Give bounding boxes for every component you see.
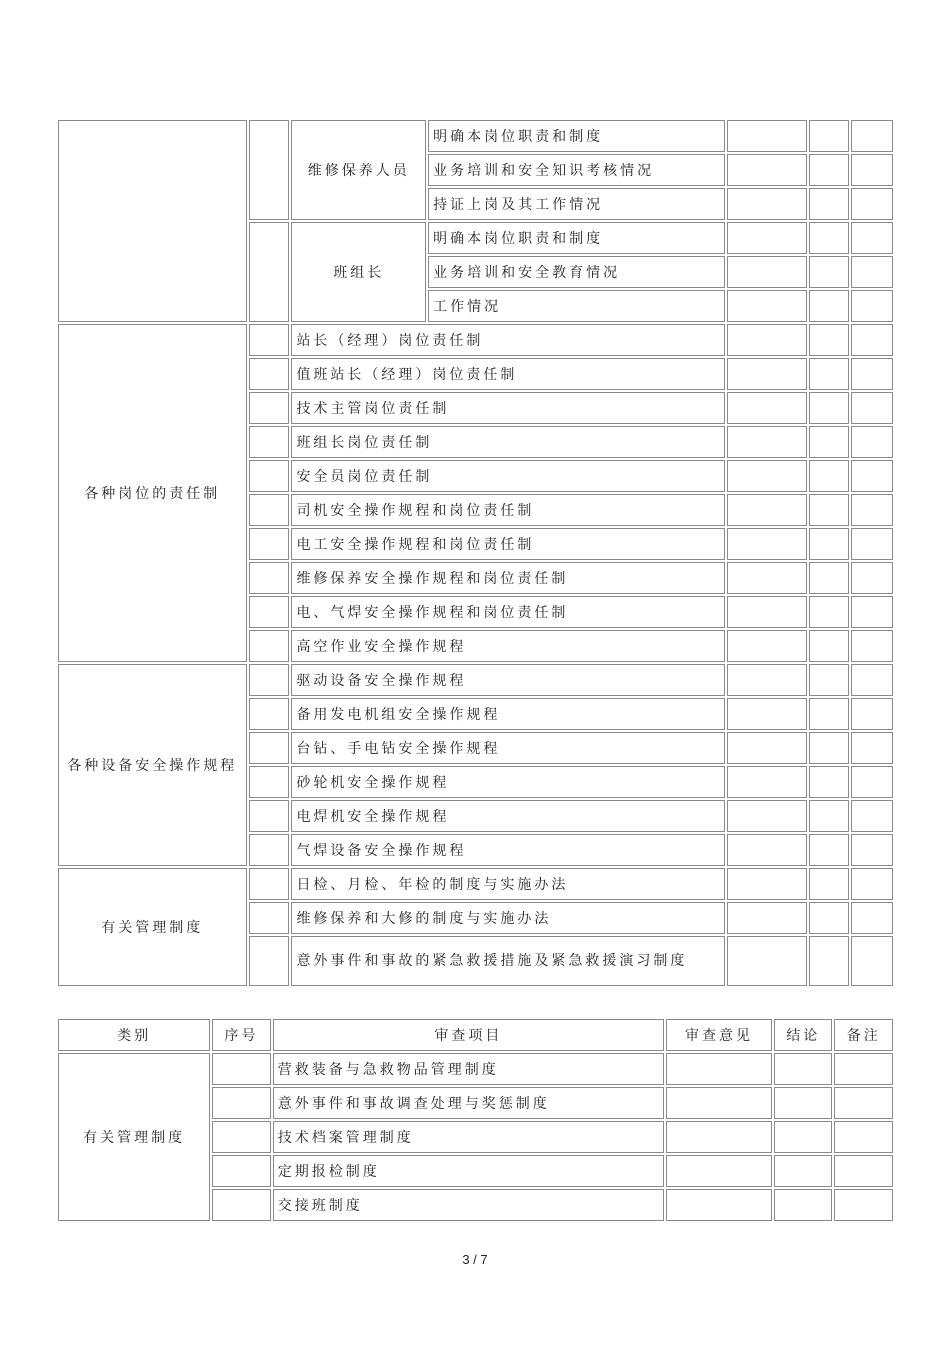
conclusion-cell[interactable] xyxy=(809,120,849,152)
remark-cell[interactable] xyxy=(851,358,893,390)
item-cell: 明确本岗位职责和制度 xyxy=(428,120,725,152)
item-cell: 气焊设备安全操作规程 xyxy=(291,834,725,866)
remark-cell[interactable] xyxy=(851,902,893,934)
item-cell: 值班站长（经理）岗位责任制 xyxy=(291,358,725,390)
opinion-cell[interactable] xyxy=(666,1155,772,1187)
seq-cell xyxy=(212,1189,270,1221)
opinion-cell[interactable] xyxy=(727,562,807,594)
remark-cell[interactable] xyxy=(851,460,893,492)
seq-cell xyxy=(249,834,290,866)
table-row xyxy=(58,664,893,696)
conclusion-cell[interactable] xyxy=(809,834,849,866)
conclusion-cell[interactable] xyxy=(774,1189,832,1221)
remark-cell[interactable] xyxy=(851,494,893,526)
seq-cell xyxy=(249,936,290,986)
remark-cell[interactable] xyxy=(851,256,893,288)
conclusion-cell[interactable] xyxy=(809,392,849,424)
remark-cell[interactable] xyxy=(834,1155,893,1187)
item-cell: 交接班制度 xyxy=(273,1189,664,1221)
header-remark: 备注 xyxy=(834,1019,893,1051)
remark-cell[interactable] xyxy=(834,1121,893,1153)
seq-cell xyxy=(249,630,290,662)
category-cell xyxy=(58,120,247,322)
conclusion-cell[interactable] xyxy=(809,188,849,220)
category-cell: 各种岗位的责任制 xyxy=(58,324,247,662)
remark-cell[interactable] xyxy=(834,1087,893,1119)
remark-cell[interactable] xyxy=(851,936,893,986)
role-cell: 维修保养人员 xyxy=(291,120,426,220)
remark-cell[interactable] xyxy=(851,766,893,798)
opinion-cell[interactable] xyxy=(727,936,807,986)
seq-cell xyxy=(249,528,290,560)
opinion-cell[interactable] xyxy=(727,256,807,288)
opinion-cell[interactable] xyxy=(666,1189,772,1221)
remark-cell[interactable] xyxy=(851,324,893,356)
conclusion-cell[interactable] xyxy=(809,426,849,458)
opinion-cell[interactable] xyxy=(727,800,807,832)
item-cell: 营救装备与急救物品管理制度 xyxy=(273,1053,664,1085)
item-cell: 工作情况 xyxy=(428,290,725,322)
remark-cell[interactable] xyxy=(851,800,893,832)
review-table xyxy=(56,1017,895,1223)
remark-cell[interactable] xyxy=(851,562,893,594)
seq-cell xyxy=(249,902,290,934)
conclusion-cell[interactable] xyxy=(809,290,849,322)
seq-cell xyxy=(249,222,290,322)
opinion-cell[interactable] xyxy=(727,324,807,356)
conclusion-cell[interactable] xyxy=(809,324,849,356)
opinion-cell[interactable] xyxy=(727,630,807,662)
opinion-cell[interactable] xyxy=(727,290,807,322)
header-row xyxy=(58,1019,893,1051)
item-cell: 业务培训和安全教育情况 xyxy=(428,256,725,288)
item-cell: 电工安全操作规程和岗位责任制 xyxy=(291,528,725,560)
opinion-cell[interactable] xyxy=(727,120,807,152)
conclusion-cell[interactable] xyxy=(809,256,849,288)
review-table-continued xyxy=(56,118,895,988)
opinion-cell[interactable] xyxy=(727,188,807,220)
remark-cell[interactable] xyxy=(851,392,893,424)
conclusion-cell[interactable] xyxy=(809,664,849,696)
seq-cell xyxy=(249,562,290,594)
opinion-cell[interactable] xyxy=(727,154,807,186)
opinion-cell[interactable] xyxy=(727,460,807,492)
remark-cell[interactable] xyxy=(851,290,893,322)
seq-cell xyxy=(212,1121,270,1153)
item-cell: 备用发电机组安全操作规程 xyxy=(291,698,725,730)
conclusion-cell[interactable] xyxy=(809,800,849,832)
remark-cell[interactable] xyxy=(834,1053,893,1085)
seq-cell xyxy=(249,800,290,832)
header-seq: 序号 xyxy=(212,1019,270,1051)
header-conclusion: 结论 xyxy=(774,1019,832,1051)
seq-cell xyxy=(212,1087,270,1119)
seq-cell xyxy=(249,596,290,628)
item-cell: 明确本岗位职责和制度 xyxy=(428,222,725,254)
conclusion-cell[interactable] xyxy=(809,528,849,560)
seq-cell xyxy=(249,358,290,390)
opinion-cell[interactable] xyxy=(727,868,807,900)
conclusion-cell[interactable] xyxy=(809,630,849,662)
conclusion-cell[interactable] xyxy=(809,766,849,798)
role-cell: 班组长 xyxy=(291,222,426,322)
remark-cell[interactable] xyxy=(851,528,893,560)
conclusion-cell[interactable] xyxy=(809,936,849,986)
remark-cell[interactable] xyxy=(851,834,893,866)
seq-cell xyxy=(212,1053,270,1085)
conclusion-cell[interactable] xyxy=(809,902,849,934)
opinion-cell[interactable] xyxy=(727,732,807,764)
opinion-cell[interactable] xyxy=(727,426,807,458)
item-cell: 安全员岗位责任制 xyxy=(291,460,725,492)
table-row xyxy=(58,868,893,900)
item-cell: 站长（经理）岗位责任制 xyxy=(291,324,725,356)
seq-cell xyxy=(212,1155,270,1187)
item-cell: 台钻、手电钻安全操作规程 xyxy=(291,732,725,764)
opinion-cell[interactable] xyxy=(727,698,807,730)
conclusion-cell[interactable] xyxy=(809,562,849,594)
item-cell: 定期报检制度 xyxy=(273,1155,664,1187)
header-category: 类别 xyxy=(58,1019,210,1051)
item-cell: 电焊机安全操作规程 xyxy=(291,800,725,832)
seq-cell xyxy=(249,698,290,730)
item-cell: 意外事件和事故调查处理与奖惩制度 xyxy=(273,1087,664,1119)
item-cell: 维修保养和大修的制度与实施办法 xyxy=(291,902,725,934)
item-cell: 砂轮机安全操作规程 xyxy=(291,766,725,798)
item-cell: 电、气焊安全操作规程和岗位责任制 xyxy=(291,596,725,628)
table-row xyxy=(58,324,893,356)
conclusion-cell[interactable] xyxy=(809,868,849,900)
opinion-cell[interactable] xyxy=(666,1053,772,1085)
opinion-cell[interactable] xyxy=(727,222,807,254)
opinion-cell[interactable] xyxy=(666,1121,772,1153)
opinion-cell[interactable] xyxy=(727,358,807,390)
remark-cell[interactable] xyxy=(851,596,893,628)
conclusion-cell[interactable] xyxy=(809,222,849,254)
seq-cell xyxy=(249,664,290,696)
conclusion-cell[interactable] xyxy=(809,358,849,390)
seq-cell xyxy=(249,732,290,764)
item-cell: 日检、月检、年检的制度与实施办法 xyxy=(291,868,725,900)
conclusion-cell[interactable] xyxy=(809,494,849,526)
seq-cell xyxy=(249,766,290,798)
category-cell: 有关管理制度 xyxy=(58,1053,210,1221)
conclusion-cell[interactable] xyxy=(809,698,849,730)
remark-cell[interactable] xyxy=(851,188,893,220)
item-cell: 持证上岗及其工作情况 xyxy=(428,188,725,220)
remark-cell[interactable] xyxy=(851,698,893,730)
opinion-cell[interactable] xyxy=(727,528,807,560)
opinion-cell[interactable] xyxy=(727,392,807,424)
conclusion-cell[interactable] xyxy=(774,1121,832,1153)
opinion-cell[interactable] xyxy=(727,834,807,866)
remark-cell[interactable] xyxy=(851,630,893,662)
item-cell: 高空作业安全操作规程 xyxy=(291,630,725,662)
opinion-cell[interactable] xyxy=(727,596,807,628)
opinion-cell[interactable] xyxy=(727,766,807,798)
opinion-cell[interactable] xyxy=(727,902,807,934)
conclusion-cell[interactable] xyxy=(774,1155,832,1187)
header-opinion: 审查意见 xyxy=(666,1019,772,1051)
item-cell: 技术档案管理制度 xyxy=(273,1121,664,1153)
seq-cell xyxy=(249,868,290,900)
opinion-cell[interactable] xyxy=(727,664,807,696)
table-row xyxy=(58,1053,893,1085)
item-cell: 维修保养安全操作规程和岗位责任制 xyxy=(291,562,725,594)
remark-cell[interactable] xyxy=(851,426,893,458)
opinion-cell[interactable] xyxy=(666,1087,772,1119)
table-row xyxy=(58,120,893,152)
item-cell: 班组长岗位责任制 xyxy=(291,426,725,458)
page-number: 3 / 7 xyxy=(462,1252,488,1267)
conclusion-cell[interactable] xyxy=(809,460,849,492)
conclusion-cell[interactable] xyxy=(774,1087,832,1119)
category-cell: 各种设备安全操作规程 xyxy=(58,664,247,866)
category-cell: 有关管理制度 xyxy=(58,868,247,986)
seq-cell xyxy=(249,392,290,424)
remark-cell[interactable] xyxy=(851,120,893,152)
remark-cell[interactable] xyxy=(834,1189,893,1221)
remark-cell[interactable] xyxy=(851,154,893,186)
seq-cell xyxy=(249,120,290,220)
header-item: 审查项目 xyxy=(273,1019,664,1051)
remark-cell[interactable] xyxy=(851,222,893,254)
item-cell: 技术主管岗位责任制 xyxy=(291,392,725,424)
conclusion-cell[interactable] xyxy=(809,732,849,764)
remark-cell[interactable] xyxy=(851,732,893,764)
seq-cell xyxy=(249,460,290,492)
remark-cell[interactable] xyxy=(851,664,893,696)
item-cell: 司机安全操作规程和岗位责任制 xyxy=(291,494,725,526)
seq-cell xyxy=(249,324,290,356)
item-cell: 驱动设备安全操作规程 xyxy=(291,664,725,696)
opinion-cell[interactable] xyxy=(727,494,807,526)
item-cell: 意外事件和事故的紧急救援措施及紧急救援演习制度 xyxy=(291,936,725,986)
conclusion-cell[interactable] xyxy=(809,596,849,628)
conclusion-cell[interactable] xyxy=(774,1053,832,1085)
seq-cell xyxy=(249,494,290,526)
seq-cell xyxy=(249,426,290,458)
item-cell: 业务培训和安全知识考核情况 xyxy=(428,154,725,186)
remark-cell[interactable] xyxy=(851,868,893,900)
conclusion-cell[interactable] xyxy=(809,154,849,186)
